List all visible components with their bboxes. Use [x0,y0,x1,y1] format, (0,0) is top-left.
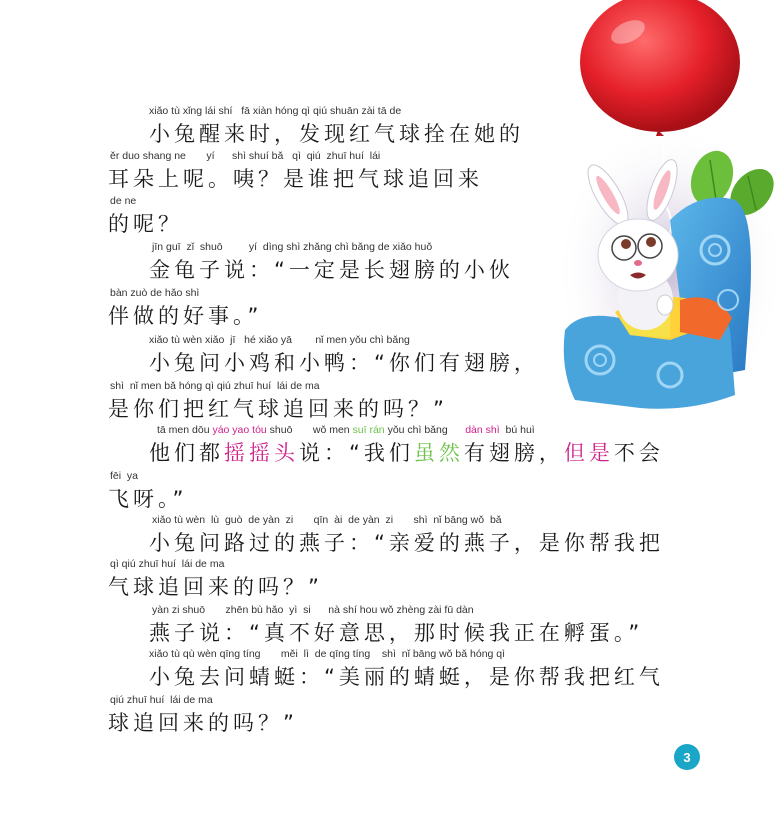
hanzi-segment: 小兔去问蜻蜓：“美丽的蜻蜓，是你帮我把红气 [149,665,664,689]
pinyin-segment: suī rán [352,424,385,436]
pinyin-segment: yáo yao tóu [212,424,267,436]
hanzi-segment: 伴做的好事。” [108,304,263,328]
hanzi-line [149,661,664,691]
hanzi-segment: 有翅膀， [463,441,564,465]
pinyin-line: bàn zuò de hǎo shì [110,287,200,299]
pinyin-line: qì qiú zhuī huí lái de ma [110,558,225,570]
pinyin-segment: dàn shì [465,424,500,436]
pinyin-segment: tā men dōu [157,424,213,436]
pinyin-line: xiǎo tù qù wèn qīng tíng měi lì de qīng tíng shì nǐ bāng wǒ bǎ hóng qì [149,648,506,660]
hanzi-line [108,208,183,238]
hanzi-line [149,437,664,467]
hanzi-segment: 金龟子说：“一定是长翅膀的小伙 [149,258,514,282]
hanzi-segment: 是你们把红气球追回来的吗？” [108,397,448,421]
illustration [520,0,779,430]
hanzi-line [108,300,262,330]
hanzi-segment: 但是 [563,441,614,465]
hanzi-line [108,393,448,423]
hanzi-segment: 不会 [613,441,664,465]
pinyin-line: yàn zi shuō zhēn bù hǎo yì si nà shí hou wǒ zhèng zài fū dàn [152,604,474,616]
hanzi-segment: 他们都 [149,441,224,465]
hanzi-line [108,571,323,601]
pinyin-line: fēi ya [110,470,139,482]
pinyin-line: xiǎo tù xǐng lái shí fā xiàn hóng qì qiú shuān zài tā de [149,105,402,117]
hanzi-segment: 说：“我们 [299,441,414,465]
hanzi-segment: 小兔问路过的燕子：“亲爱的燕子，是你帮我把 [149,531,664,555]
hanzi-line [149,347,539,377]
hanzi-line [149,527,664,557]
pinyin-line: ěr duo shang ne yí shì shuí bǎ qì qiú zhuī huí lái [110,150,381,162]
pinyin-line: de ne [110,195,137,207]
hanzi-segment: 摇摇头 [224,441,299,465]
hanzi-segment: 气球追回来的吗？” [108,575,323,599]
hanzi-line [149,118,524,148]
hanzi-segment: 耳朵上呢。咦？是谁把气球追回来 [108,167,483,191]
pinyin-segment: yǒu chì bǎng [384,424,466,436]
page-number: 3 [674,744,700,770]
pinyin-line: xiǎo tù wèn xiǎo jī hé xiǎo yā nǐ men yǒu chì bǎng [149,334,410,346]
hanzi-line [149,254,514,284]
hanzi-line [108,707,298,737]
hanzi-segment: 球追回来的吗？” [108,711,298,735]
pinyin-line: shì nǐ men bǎ hóng qì qiú zhuī huí lái de ma [110,380,320,392]
hanzi-line [108,483,187,513]
pinyin-line: jīn guī zǐ shuō yí dìng shì zhǎng chì bǎng de xiǎo huǒ [152,241,433,253]
hanzi-segment: 小兔问小鸡和小鸭：“你们有翅膀， [149,351,539,375]
hanzi-line [149,617,643,647]
pinyin-segment: shuō wǒ men [266,424,353,436]
pinyin-segment: bú huì [499,424,535,436]
pinyin-line: xiǎo tù wèn lù guò de yàn zi qīn ài de yàn zi shì nǐ bāng wǒ bǎ [152,514,502,526]
hanzi-segment: 飞呀。” [108,487,188,511]
hanzi-segment: 燕子说：“真不好意思，那时候我正在孵蛋。” [149,621,644,645]
hanzi-segment: 小兔醒来时，发现红气球拴在她的 [149,122,524,146]
pinyin-line: qiú zhuī huí lái de ma [110,694,213,706]
hanzi-segment: 的呢？ [108,212,183,236]
pinyin-line [157,424,535,436]
hanzi-segment: 虽然 [413,441,464,465]
hanzi-line [108,163,483,193]
